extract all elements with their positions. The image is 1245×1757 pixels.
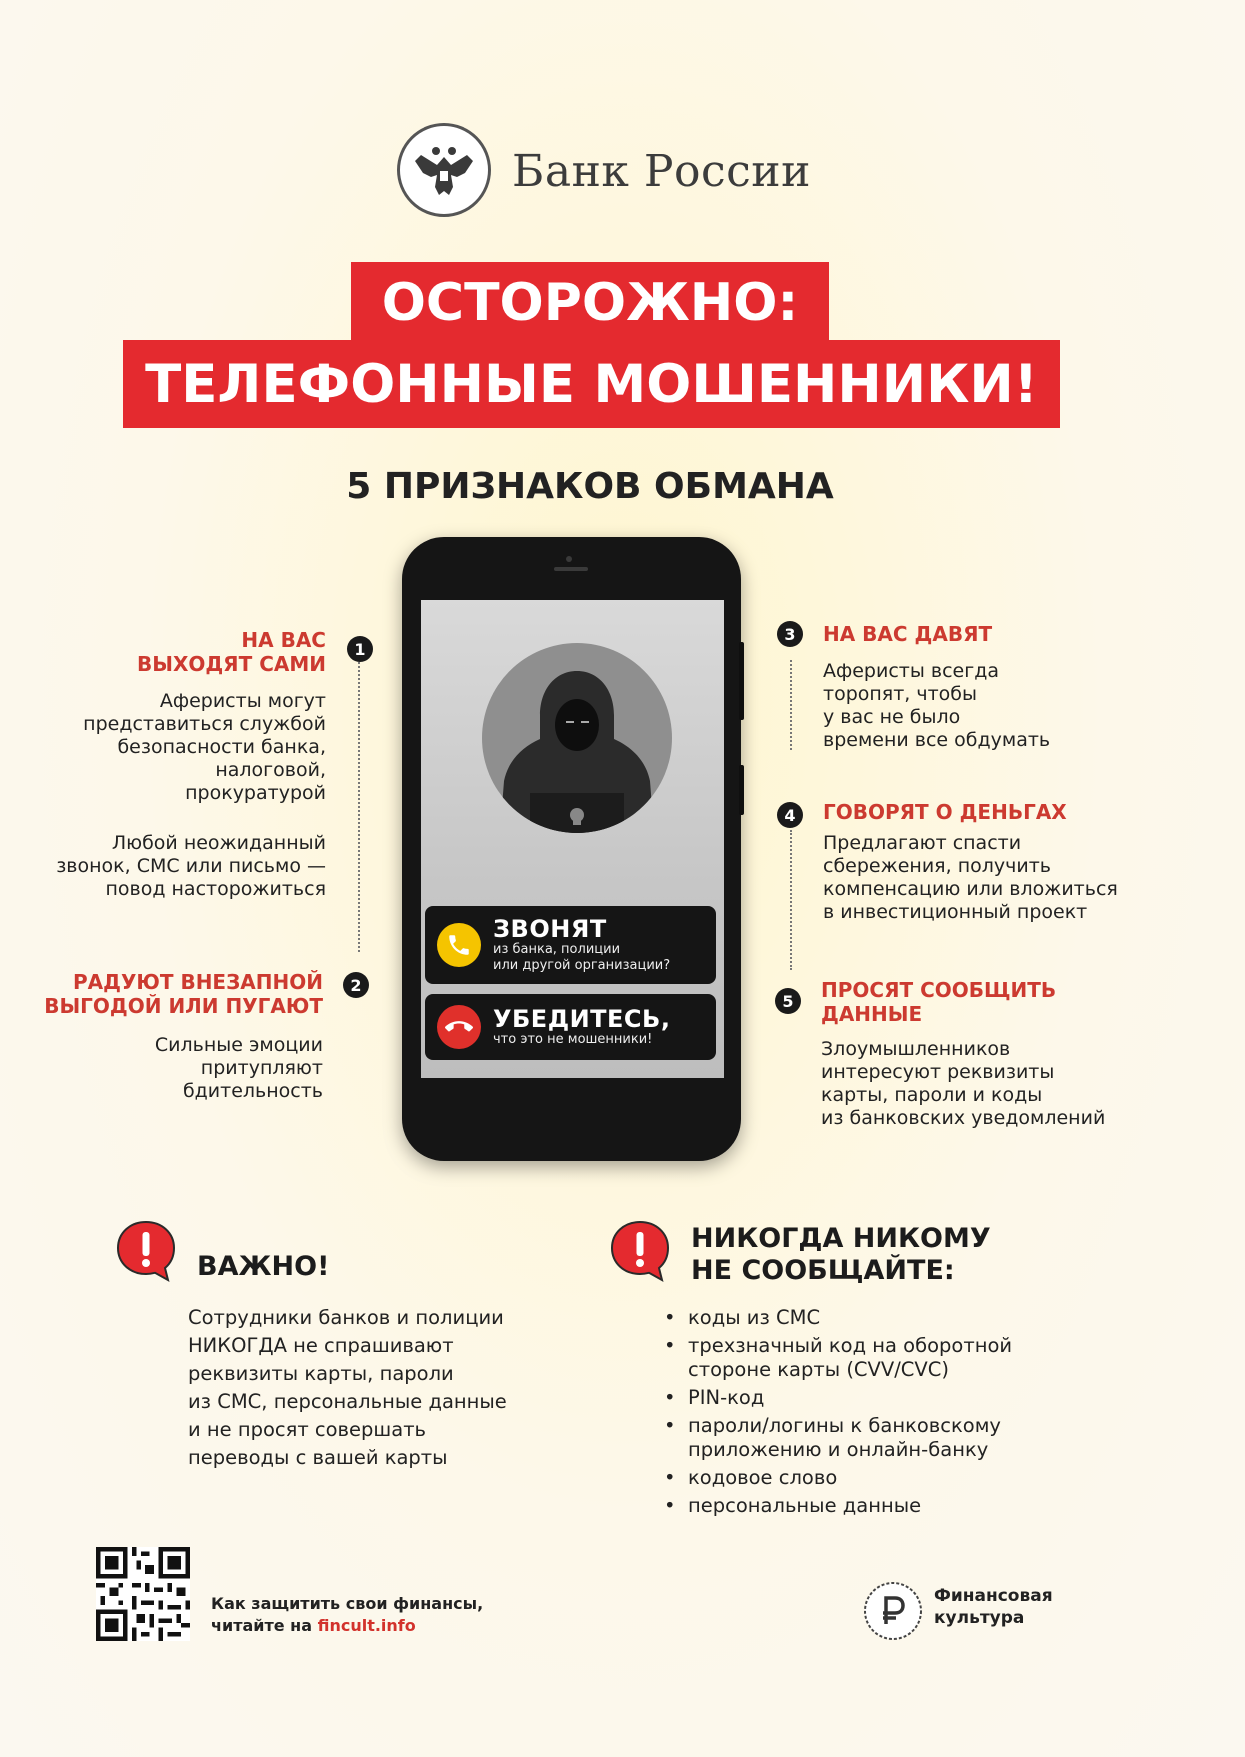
sign-text-line: Любой неожиданный bbox=[111, 832, 326, 854]
sign-text-line: Сильные эмоции bbox=[154, 1034, 323, 1056]
sign-text-line: звонок, СМС или письмо — bbox=[56, 855, 326, 877]
important-text-line: и не просят совершать bbox=[188, 1418, 427, 1441]
sign-5-text bbox=[821, 1038, 1231, 1130]
sign-text-line: сбережения, получить bbox=[823, 855, 1051, 877]
title-line-1: ОСТОРОЖНО: bbox=[351, 262, 829, 344]
list-item: • трехзначный код на оборотной стороне карты (CVV/CVC) bbox=[664, 1334, 1013, 1381]
brand-name bbox=[934, 1585, 1053, 1629]
sign-text-line: налоговой, bbox=[215, 759, 326, 781]
important-text-line: из СМС, персональные данные bbox=[188, 1390, 507, 1413]
sign-title: РАДУЮТ ВНЕЗАПНОЙ bbox=[73, 970, 323, 994]
phone-side-button bbox=[739, 765, 744, 815]
incoming-call-title: ЗВОНЯТ bbox=[493, 915, 607, 943]
sign-number: 3 bbox=[777, 621, 803, 647]
sign-text-line: Аферисты могут bbox=[159, 690, 326, 712]
connector-line bbox=[790, 660, 792, 750]
sign-title: ДАННЫЕ bbox=[821, 1002, 923, 1026]
incoming-call-subtitle-2: или другой организации? bbox=[493, 958, 671, 973]
sign-1 bbox=[90, 628, 326, 676]
footer-text bbox=[211, 1593, 483, 1637]
important-title: ВАЖНО! bbox=[197, 1251, 330, 1282]
sign-title: НА ВАС ДАВЯТ bbox=[823, 622, 993, 646]
sign-text-line: торопят, чтобы bbox=[823, 683, 978, 705]
sign-4 bbox=[823, 800, 1223, 824]
sign-number: 4 bbox=[777, 802, 803, 828]
phone-side-button bbox=[739, 642, 744, 720]
page-subtitle: 5 ПРИЗНАКОВ ОБМАНА bbox=[346, 466, 834, 507]
sign-2-text bbox=[60, 1034, 323, 1103]
never-tell-list bbox=[664, 1306, 1084, 1522]
list-item: • PIN-код bbox=[664, 1386, 765, 1409]
brand-name-line: культура bbox=[934, 1608, 1025, 1628]
decline-call-title: УБЕДИТЕСЬ, bbox=[493, 1005, 671, 1033]
sign-text-line: представиться службой bbox=[83, 713, 326, 735]
decline-call-subtitle: что это не мошенники! bbox=[493, 1032, 653, 1047]
sign-title: ГОВОРЯТ О ДЕНЬГАХ bbox=[823, 800, 1067, 824]
sign-text-line: Аферисты всегда bbox=[823, 660, 999, 682]
eagle-emblem-icon bbox=[397, 123, 491, 217]
never-tell-title-line: НЕ СООБЩАЙТЕ: bbox=[691, 1255, 955, 1286]
sign-text-line: прокуратурой bbox=[185, 782, 326, 804]
important-text-line: НИКОГДА не спрашивают bbox=[188, 1334, 454, 1357]
phone-camera bbox=[566, 556, 572, 562]
sign-title: ВЫХОДЯТ САМИ bbox=[136, 652, 326, 676]
sign-4-text bbox=[823, 832, 1233, 924]
important-text bbox=[188, 1304, 608, 1472]
alert-bubble-icon bbox=[114, 1218, 178, 1286]
title-line-2: ТЕЛЕФОННЫЕ МОШЕННИКИ! bbox=[123, 340, 1060, 428]
sign-title: ВЫГОДОЙ ИЛИ ПУГАЮТ bbox=[44, 994, 323, 1018]
list-item: • кодовое слово bbox=[664, 1466, 838, 1489]
sign-text-line: компенсацию или вложиться bbox=[823, 878, 1118, 900]
sign-text-line: бдительность bbox=[182, 1080, 323, 1102]
sign-text-line: карты, пароли и коды bbox=[821, 1084, 1043, 1106]
sign-5 bbox=[821, 978, 1221, 1026]
decline-call-card[interactable] bbox=[425, 994, 716, 1060]
incoming-call-subtitle-1: из банка, полиции bbox=[493, 942, 621, 957]
sign-text-line: у вас не было bbox=[823, 706, 961, 728]
ruble-coin-icon bbox=[862, 1580, 924, 1646]
list-item: • коды из СМС bbox=[664, 1306, 821, 1329]
never-tell-title-line: НИКОГДА НИКОМУ bbox=[691, 1223, 991, 1254]
bank-name: Банк России bbox=[512, 146, 811, 197]
sign-text-line: Злоумышленников bbox=[821, 1038, 1011, 1060]
qr-code-icon[interactable] bbox=[96, 1547, 190, 1645]
sign-3 bbox=[823, 622, 1203, 646]
phone-hangup-icon[interactable] bbox=[437, 1005, 481, 1049]
phone-speaker bbox=[554, 567, 588, 571]
sign-1-text-2 bbox=[20, 832, 326, 901]
sign-number: 5 bbox=[775, 988, 801, 1014]
sign-2 bbox=[20, 970, 323, 1018]
connector-line bbox=[790, 830, 792, 970]
sign-title: НА ВАС bbox=[241, 628, 326, 652]
list-item: • пароли/логины к банковскому приложению и онлайн-банку bbox=[664, 1414, 1001, 1461]
sign-text-line: в инвестиционный проект bbox=[823, 901, 1088, 923]
hacker-avatar-icon bbox=[482, 643, 672, 833]
sign-3-text bbox=[823, 660, 1203, 752]
sign-number: 1 bbox=[347, 636, 373, 662]
incoming-call-card[interactable] bbox=[425, 906, 716, 984]
list-item: • персональные данные bbox=[664, 1494, 922, 1517]
footer-text-line: Как защитить свои финансы, bbox=[211, 1594, 484, 1613]
important-text-line: Сотрудники банков и полиции bbox=[188, 1306, 504, 1329]
brand-name-line: Финансовая bbox=[934, 1586, 1053, 1606]
sign-title: ПРОСЯТ СООБЩИТЬ bbox=[821, 978, 1057, 1002]
footer-text-prefix: читайте на bbox=[211, 1616, 318, 1635]
sign-text-line: повод насторожиться bbox=[105, 878, 326, 900]
important-text-line: реквизиты карты, пароли bbox=[188, 1362, 454, 1385]
sign-text-line: безопасности банка, bbox=[117, 736, 326, 758]
alert-bubble-icon bbox=[608, 1218, 672, 1286]
important-text-line: переводы с вашей карты bbox=[188, 1446, 448, 1469]
sign-number: 2 bbox=[343, 972, 369, 998]
never-tell-title bbox=[691, 1223, 991, 1287]
sign-text-line: из банковских уведомлений bbox=[821, 1107, 1106, 1129]
fincult-link[interactable]: fincult.info bbox=[317, 1616, 416, 1635]
sign-text-line: интересуют реквизиты bbox=[821, 1061, 1055, 1083]
sign-text-line: Предлагают спасти bbox=[823, 832, 1022, 854]
sign-text-line: притупляют bbox=[200, 1057, 323, 1079]
sign-1-text bbox=[40, 690, 326, 805]
sign-text-line: времени все обдумать bbox=[823, 729, 1051, 751]
connector-line bbox=[358, 662, 360, 952]
phone-answer-icon[interactable] bbox=[437, 923, 481, 967]
